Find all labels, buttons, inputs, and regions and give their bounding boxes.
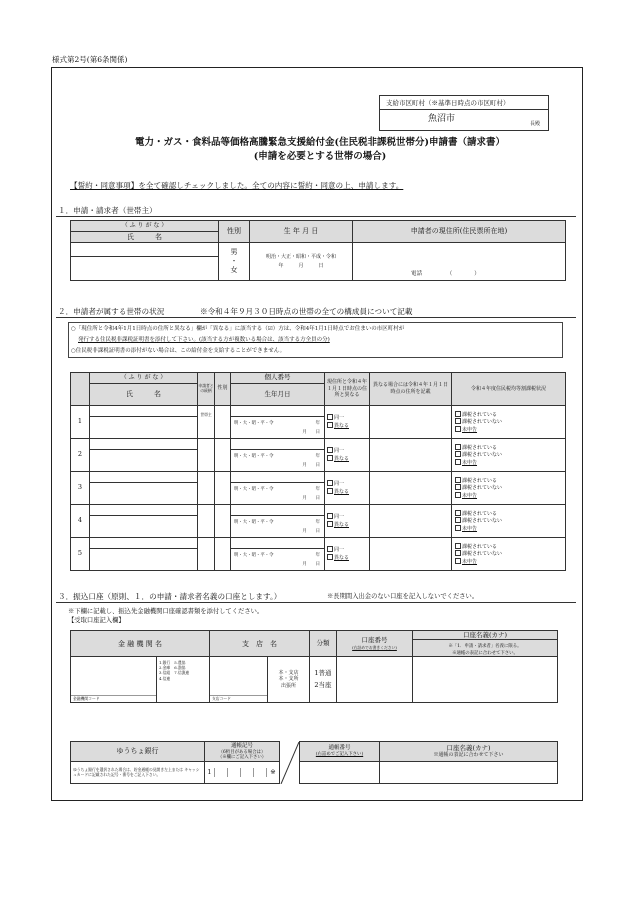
bank-account-table [70, 630, 558, 703]
account-no-sub: (右詰めでお書きください) [352, 645, 397, 651]
different-label: 異なる [334, 456, 350, 462]
member-address-same-field[interactable] [325, 538, 370, 571]
member-gender-field[interactable] [215, 439, 231, 472]
divider [380, 109, 548, 110]
member-row-number: 2 [71, 439, 90, 472]
member-year-label: 年 [315, 553, 320, 558]
account-no-label: 口座番号 [361, 636, 388, 645]
passbook-symbol-sub-2: （※欄にご記入下さい） [217, 754, 267, 760]
notice-line-3: ○住民税非課税証明書の添付がない場合は、この給付金を支給することができません。 [71, 348, 286, 354]
bank-type-options[interactable] [157, 657, 210, 703]
member-mynumber-field[interactable] [231, 472, 325, 483]
addressee-label: 支給市区町村（※基準日時点の市区町村） [386, 99, 510, 107]
member-dob-field[interactable] [231, 450, 325, 472]
checkbox-icon[interactable] [327, 513, 333, 519]
address-same-header: 現住所と令和４年１月１日時点の住所と異なる [325, 373, 370, 406]
same-label: 同一 [334, 513, 345, 520]
relation-header: 申請者との続柄 [198, 373, 215, 406]
member-year-label: 年 [315, 454, 320, 459]
taxed-label: 課税されている [462, 412, 498, 419]
tax-status-header: 令和４年度住民税均等割課税状況 [452, 373, 566, 406]
notice-line-2: 発行する住民税非課税証明書を添付して下さい。(該当する方が複数いる場合は、該当する方全員の分) [78, 337, 330, 343]
taxed-label: 課税されている [462, 511, 498, 518]
applicant-dob-field[interactable] [250, 243, 353, 281]
applicant-address-field[interactable] [353, 243, 566, 281]
yucho-header: ゆうちょ銀行 [71, 742, 205, 762]
member-prev-address-field[interactable] [370, 472, 452, 505]
branch-name-field[interactable] [210, 657, 268, 703]
same-option[interactable] [327, 546, 369, 555]
checkbox-icon[interactable] [455, 411, 461, 417]
member-monthday-label: 月 日 [302, 529, 320, 534]
different-option[interactable] [327, 422, 369, 431]
checkbox-icon[interactable] [327, 521, 333, 527]
member-address-same-field[interactable] [325, 406, 370, 439]
different-label: 異なる [334, 423, 350, 429]
checkbox-icon[interactable] [455, 558, 461, 564]
not-taxed-option[interactable] [455, 451, 565, 458]
member-address-same-field[interactable] [325, 472, 370, 505]
same-option[interactable] [327, 414, 369, 423]
member-furigana-field[interactable] [90, 538, 198, 549]
account-holder-field[interactable] [413, 657, 558, 703]
member-era-options: 明・大・昭・平・令 [234, 421, 274, 426]
member-prev-address-field[interactable] [370, 538, 452, 571]
passbook-number-field[interactable] [300, 762, 380, 784]
member-tax-status-field[interactable] [452, 538, 566, 571]
checkbox-icon[interactable] [327, 480, 333, 486]
checkbox-icon[interactable] [327, 447, 333, 453]
yucho-holder-note: ※通帳の表記に合わせて下さい [433, 752, 504, 759]
member-mynumber-field[interactable] [231, 439, 325, 450]
member-row [71, 406, 566, 417]
form-number: 様式第2号(第6条関係) [52, 55, 128, 64]
applicant-table [70, 220, 566, 281]
different-option[interactable] [327, 554, 369, 563]
same-option[interactable] [327, 447, 369, 456]
yucho-holder-header [380, 742, 558, 762]
taxed-label: 課税されている [462, 478, 498, 485]
member-address-same-field[interactable] [325, 439, 370, 472]
member-name-field[interactable] [90, 549, 198, 571]
different-option[interactable] [327, 455, 369, 464]
member-gender-field[interactable] [215, 505, 231, 538]
not-taxed-option[interactable] [455, 550, 565, 557]
different-label: 異なる [334, 522, 350, 528]
account-type-current[interactable]: 2当座 [314, 680, 332, 689]
checkbox-icon[interactable] [455, 492, 461, 498]
account-type-ordinary[interactable]: 1普通 [314, 668, 332, 677]
member-name-field[interactable] [90, 483, 198, 505]
member-mynumber-field[interactable] [231, 538, 325, 549]
member-era-options: 明・大・昭・平・令 [234, 487, 274, 492]
not-taxed-option[interactable] [455, 517, 565, 524]
checkbox-icon[interactable] [455, 444, 461, 450]
member-relation-field[interactable] [198, 505, 215, 538]
section1-underline [56, 216, 576, 217]
bank-name-header: 金 融 機 関 名 [71, 631, 210, 657]
same-option[interactable] [327, 480, 369, 489]
not-filed-option[interactable] [455, 558, 565, 565]
not-filed-option[interactable] [455, 426, 565, 433]
member-furigana-field[interactable] [90, 439, 198, 450]
checkbox-icon[interactable] [327, 422, 333, 428]
account-no-header [337, 631, 413, 657]
form-title: 電力・ガス・食料品等価格高騰緊急支援給付金(住民税非課税世帯分)申請書（請求書） [135, 137, 505, 148]
applicant-name-field[interactable] [71, 257, 219, 281]
member-dob-field[interactable] [231, 483, 325, 505]
bank-type-shingyoren[interactable]: 7.信漁連 [174, 670, 190, 676]
different-label: 異なる [334, 489, 350, 495]
member-row-number: 3 [71, 472, 90, 505]
member-year-label: 年 [315, 421, 320, 426]
household-members-table [70, 372, 566, 571]
taxed-option[interactable] [455, 444, 565, 451]
branch-code-label: 支店コード [210, 695, 267, 702]
member-name-field[interactable] [90, 516, 198, 538]
member-row-number: 1 [71, 406, 90, 439]
member-monthday-label: 月 日 [302, 430, 320, 435]
member-dob-field[interactable] [231, 516, 325, 538]
member-row-number: 5 [71, 538, 90, 571]
gender-header: 性別 [219, 221, 250, 243]
same-label: 同一 [334, 546, 345, 553]
receiving-account-label: 【受取口座記入欄】 [68, 617, 125, 624]
ymd-labels: 年 月 日 [278, 262, 324, 269]
member-relation-field[interactable] [198, 406, 215, 439]
passbook-symbol-label: 通帳記号 [230, 742, 253, 749]
bank-code-label: 金融機関コード [71, 695, 156, 702]
checkbox-icon[interactable] [455, 451, 461, 457]
different-option[interactable] [327, 488, 369, 497]
holder-header-cell [413, 631, 558, 657]
member-gender-field[interactable] [215, 406, 231, 439]
different-label: 異なる [334, 555, 350, 561]
dot-separator: ・ [230, 257, 238, 266]
holder-note-1: ※「1．申請・請求者」名義に限る。 [448, 644, 522, 649]
form-subtitle: (申請を必要とする世帯の場合) [253, 151, 387, 162]
pledge-text: 【誓約・同意事項】を全て確認しチェックしました。全ての内容に誓約・同意の上、申請します。 [70, 181, 404, 190]
same-label: 同一 [334, 414, 345, 421]
not-filed-label: 未申告 [462, 492, 478, 499]
branch-type-honshiten[interactable]: 本・支店 [278, 669, 299, 676]
not-filed-label: 未申告 [462, 525, 478, 532]
checkbox-icon[interactable] [455, 418, 461, 424]
female-option[interactable]: 女 [230, 265, 238, 274]
taxed-option[interactable] [455, 510, 565, 517]
member-furigana-field[interactable] [90, 472, 198, 483]
section2-note: ※令和４年９月３０日時点の世帯の全ての構成員について記載 [200, 307, 413, 316]
addressee-box [379, 95, 549, 131]
type-header: 分類 [310, 631, 337, 657]
member-mynumber-field[interactable] [231, 406, 325, 417]
passbook-symbol-prefix: 1 [205, 768, 215, 776]
phone-label: 電話 （ ） [411, 270, 480, 277]
checkbox-icon[interactable] [327, 546, 333, 552]
passbook-no-sub: (右詰めでご記入下さい) [315, 752, 364, 758]
member-monthday-label: 月 日 [302, 463, 320, 468]
addressee-suffix: 長殿 [530, 121, 541, 127]
branch-type-options[interactable] [268, 657, 310, 703]
member-furigana-header: （ ふ り が な ） [90, 373, 198, 384]
not-taxed-option[interactable] [455, 418, 565, 425]
member-tax-status-field[interactable] [452, 439, 566, 472]
checkbox-icon[interactable] [455, 484, 461, 490]
applicant-furigana-field[interactable] [71, 243, 219, 257]
checkbox-icon[interactable] [455, 525, 461, 531]
bank-type-gyokyo[interactable]: 6.漁協 [174, 665, 186, 671]
member-prev-address-field[interactable] [370, 406, 452, 439]
different-option[interactable] [327, 521, 369, 530]
slash-cell [280, 742, 300, 784]
passbook-symbol-field[interactable] [205, 762, 280, 784]
checkbox-icon[interactable] [455, 543, 461, 549]
taxed-option[interactable] [455, 543, 565, 550]
checkbox-icon[interactable] [455, 550, 461, 556]
taxed-label: 課税されている [462, 445, 498, 452]
not-filed-option[interactable] [455, 525, 565, 532]
member-tax-status-field[interactable] [452, 505, 566, 538]
same-option[interactable] [327, 513, 369, 522]
member-dob-field[interactable] [231, 417, 325, 439]
bank-type-shinkumi[interactable]: 3.信組 [159, 670, 171, 676]
member-prev-address-field[interactable] [370, 505, 452, 538]
branch-type-shucchojo[interactable]: 出張所 [280, 682, 296, 689]
section3-underline [56, 602, 576, 603]
holder-note-2: ※通帳の表記に合わせて下さい。 [452, 651, 518, 657]
branch-type-honshisho[interactable]: 本・支所 [278, 676, 299, 683]
section2-underline [56, 317, 576, 318]
member-furigana-field[interactable] [90, 505, 198, 516]
branch-name-header: 支 店 名 [210, 631, 310, 657]
not-filed-label: 未申告 [462, 426, 478, 433]
member-era-options: 明・大・昭・平・令 [234, 553, 274, 558]
checkbox-icon[interactable] [455, 510, 461, 516]
not-taxed-option[interactable] [455, 484, 565, 491]
checkbox-icon[interactable] [327, 455, 333, 461]
member-era-options: 明・大・昭・平・令 [234, 520, 274, 525]
yucho-holder-field[interactable] [380, 762, 558, 784]
not-taxed-label: 課税されていない [462, 452, 503, 459]
section3-note: ※下欄に記載し、振込先金融機関口座確認書類を添付してください。 [68, 608, 264, 615]
account-type-options[interactable] [310, 657, 337, 703]
not-taxed-label: 課税されていない [462, 518, 503, 525]
passbook-no-label: 通帳番号 [328, 744, 351, 751]
member-row [71, 505, 566, 516]
member-dob-header: 生年月日 [231, 384, 325, 406]
notice-line-1: ○「現住所と令和4年1月1日時点の住所と異なる」欄が「異なる」に該当する（☑）方は、令和4年1月1日時点でお住まいの市区町村が [71, 326, 405, 332]
member-gender-field[interactable] [215, 472, 231, 505]
member-row [71, 439, 566, 450]
passbook-symbol-mark: ※ [270, 768, 276, 777]
passbook-symbol-header [205, 742, 280, 762]
checkbox-icon[interactable] [327, 488, 333, 494]
member-monthday-label: 月 日 [302, 562, 320, 567]
section3-heading: ３．振込口座（原則、１．の申請・請求者名義の口座とします。） [58, 592, 282, 601]
yucho-holder-label: 口座名義(カナ) [446, 744, 491, 753]
section2-heading: ２．申請者が属する世帯の状況 [58, 307, 165, 316]
bank-name-field[interactable] [71, 657, 157, 703]
member-name-field[interactable] [90, 450, 198, 472]
member-row [71, 538, 566, 549]
not-filed-label: 未申告 [462, 459, 478, 466]
era-options: 明治・大正・昭和・平成・令和 [265, 254, 336, 260]
male-option[interactable]: 男 [230, 248, 238, 257]
member-era-options: 明・大・昭・平・令 [234, 454, 274, 459]
prev-address-header: 異なる場合には令和４年１月１日時点の住所を記載 [370, 373, 452, 406]
mynumber-header: 個人番号 [231, 373, 325, 384]
member-year-label: 年 [315, 520, 320, 525]
passbook-no-header [300, 742, 380, 762]
bank-type-kinko[interactable]: 2.金庫 [159, 665, 171, 671]
passbook-symbol-sub-1: （6桁目がある場合は） [218, 749, 266, 755]
checkbox-icon[interactable] [455, 459, 461, 465]
slash-divider [280, 742, 300, 784]
member-tax-status-field[interactable] [452, 472, 566, 505]
holder-header: 口座名義(カナ) [413, 631, 557, 640]
bank-type-nokyo[interactable]: 5.農協 [174, 660, 186, 666]
member-address-same-field[interactable] [325, 505, 370, 538]
addressee-city[interactable]: 魚沼市 [428, 114, 456, 124]
member-name-field[interactable] [90, 417, 198, 439]
not-filed-label: 未申告 [462, 558, 478, 565]
not-filed-option[interactable] [455, 459, 565, 466]
taxed-option[interactable] [455, 411, 565, 418]
furigana-header: （ ふ り が な ） [71, 221, 219, 232]
yucho-table [70, 741, 558, 784]
checkbox-icon[interactable] [455, 477, 461, 483]
member-furigana-field[interactable] [90, 406, 198, 417]
bank-type-bank[interactable]: 1.銀行 [159, 660, 171, 666]
member-relation-field[interactable] [198, 538, 215, 571]
member-tax-status-field[interactable] [452, 406, 566, 439]
address-header: 申請者の現住所(住民票所在地) [353, 221, 566, 243]
head-of-household-label: 世帯主 [200, 412, 212, 417]
applicant-gender-field[interactable] [219, 243, 250, 281]
not-taxed-label: 課税されていない [462, 419, 503, 426]
member-name-header: 氏 名 [90, 384, 198, 406]
member-row [71, 472, 566, 483]
account-number-field[interactable] [337, 657, 413, 703]
yucho-note-cell [71, 762, 205, 784]
member-mynumber-field[interactable] [231, 505, 325, 516]
yucho-note: ゆうちょ銀行を選択された場合は、貯金通帳の見開き左上または キャッシュカードに記載された記号・番号をご記入下さい。 [73, 766, 200, 777]
checkbox-icon[interactable] [455, 426, 461, 432]
checkbox-icon[interactable] [455, 517, 461, 523]
dob-header: 生 年 月 日 [250, 221, 353, 243]
member-prev-address-field[interactable] [370, 439, 452, 472]
member-relation-field[interactable] [198, 439, 215, 472]
section3-heading-note: ※長期間入出金のない口座を記入しないでください。 [327, 593, 479, 600]
same-label: 同一 [334, 480, 345, 487]
member-monthday-label: 月 日 [302, 496, 320, 501]
member-gender-field[interactable] [215, 538, 231, 571]
not-taxed-label: 課税されていない [462, 485, 503, 492]
not-filed-option[interactable] [455, 492, 565, 499]
not-taxed-label: 課税されていない [462, 551, 503, 558]
section1-heading: １．申請・請求者（世帯主） [58, 206, 157, 215]
member-dob-field[interactable] [231, 549, 325, 571]
member-row-number: 4 [71, 505, 90, 538]
checkbox-icon[interactable] [327, 554, 333, 560]
name-header: 氏 名 [71, 232, 219, 243]
member-gender-header: 性別 [215, 373, 231, 406]
bank-type-shinren[interactable]: 4.信連 [159, 675, 171, 681]
same-label: 同一 [334, 447, 345, 454]
taxed-label: 課税されている [462, 544, 498, 551]
member-relation-field[interactable] [198, 472, 215, 505]
member-year-label: 年 [315, 487, 320, 492]
notice-box [68, 322, 563, 358]
taxed-option[interactable] [455, 477, 565, 484]
checkbox-icon[interactable] [327, 414, 333, 420]
